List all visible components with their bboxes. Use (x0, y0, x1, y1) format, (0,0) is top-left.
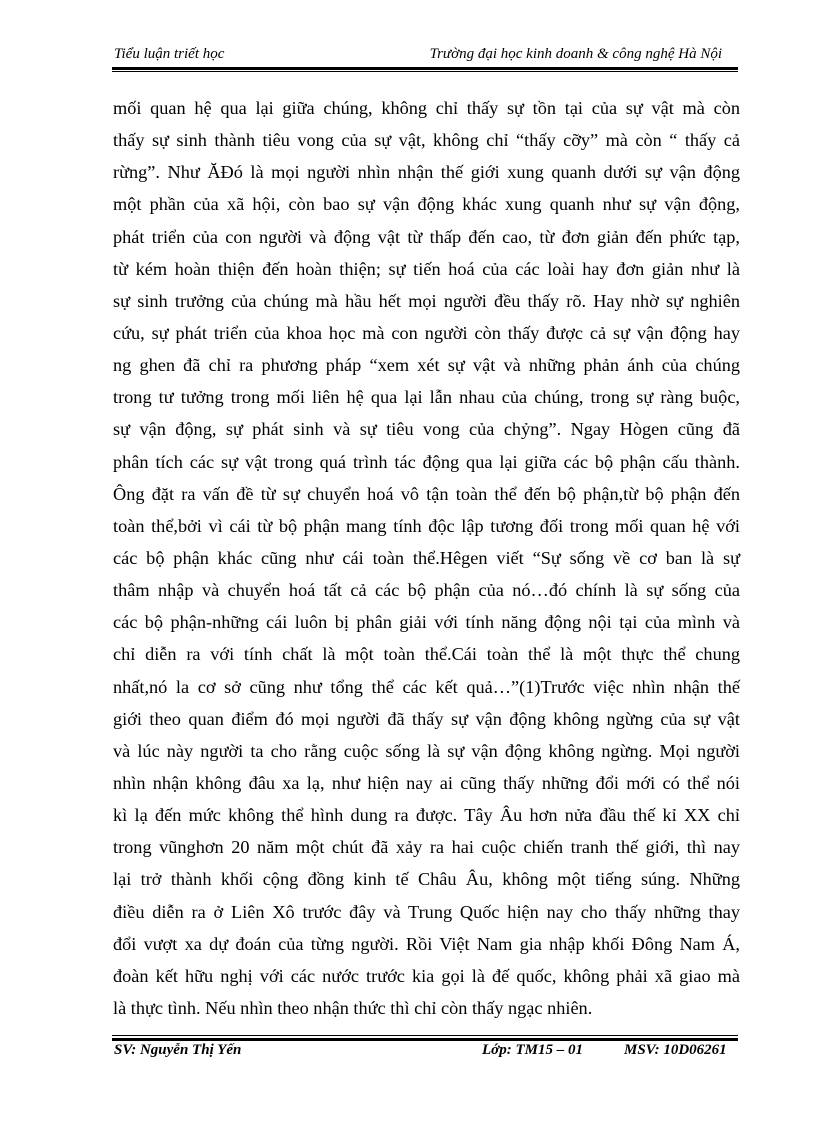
body-line: mối quan hệ qua lại giữa chúng, không chỉ thấy sự tồn tại của sự vật mà còn (113, 98, 740, 118)
body-line: trong vũnghơn 20 năm một chút đã xảy ra hai cuộc chiến tranh thế giới, thì nay (113, 837, 740, 858)
footer-rule-thin (112, 1035, 738, 1036)
page-header (112, 44, 730, 68)
body-line: từ kém hoàn thiện đến hoàn thiện; sự tiến hoá của các loài hay đơn giản như là (113, 258, 740, 279)
body-line: sự vận động, sự phát sinh và sự tiêu vong của chỷng”. Ngay Hògen cũng đã (113, 419, 740, 440)
footer-class: Lớp: TM15 – 01 (482, 1042, 583, 1058)
body-line: nhất,nó la cơ sở cũng như tổng thể các kết quả…”(1)Trước việc nhìn nhận thế (113, 676, 740, 697)
body-line: thấy sự sinh thành tiêu vong của sự vật, không chỉ “thấy cỡy” mà còn “ thấy cả (113, 130, 740, 151)
body-line: phát triển của con người và động vật từ thấp đến cao, từ đơn giản đến phức tạp, (113, 226, 740, 247)
body-line: ng ghen đã chỉ ra phương pháp “xem xét sự vật và những phản ánh của chúng (113, 355, 740, 376)
body-line: cứu, sự phát triển của khoa học mà con người còn thấy được cả sự vận động hay (113, 322, 740, 343)
body-line: là thực tình. Nếu nhìn theo nhận thức thì chỉ còn thấy ngạc nhiên. (113, 997, 593, 1018)
body-line: trong tư tưởng trong mối liên hệ qua lại lẫn nhau của chúng, trong sự ràng buộc, (113, 387, 740, 408)
footer-student: SV: Nguyễn Thị Yến (114, 1042, 242, 1058)
footer-rule-thick (112, 1038, 738, 1041)
body-text (113, 92, 740, 1024)
header-rule-thick (112, 67, 738, 70)
header-school: Trường đại học kinh doanh & công nghệ Hà Nội (429, 46, 722, 62)
body-line: sự sinh trưởng của chúng mà hầu hết mọi người đều thấy rõ. Hay nhờ sự nghiên (113, 290, 740, 311)
body-line: giới theo quan điểm đó mọi người đã thấy sự vận động không ngừng của sự vật (113, 708, 740, 729)
body-line: chỉ diễn ra với tính chất là một toàn thể.Cái toàn thể là một thực thể chung (113, 644, 740, 665)
body-line: phân tích các sự vật trong quá trình tác động qua lại giữa các bộ phận cấu thành. (113, 451, 740, 472)
header-rule-thin (112, 71, 738, 72)
body-line: Ông đặt ra vấn đề từ sự chuyển hoá vô tận toàn thể đến bộ phận,từ bộ phận đến (113, 483, 740, 504)
body-line: các bộ phận-những cái luôn bị phân giải với tính năng động nội tại của mình và (113, 612, 740, 633)
body-line: thâm nhập và chuyển hoá tất cả các bộ phận của nó…đó chính là sự sống của (113, 580, 740, 601)
body-line: các bộ phận khác cũng như cái toàn thể.Hêgen viết “Sự sống về cơ ban là sự (113, 547, 740, 568)
body-line: lại trở thành khối cộng đồng kinh tế Châu Âu, không một tiếng súng. Những (113, 869, 740, 890)
body-line: toàn thể,bởi vì cái từ bộ phận mang tính độc lập tương đối trong mối quan hệ với (113, 515, 740, 536)
body-line: kì lạ đến mức không thể hình dung ra được. Tây Âu hơn nửa đầu thế kỉ XX chỉ (113, 805, 740, 826)
body-line: một phần của xã hội, còn bao sự vận động khác xung quanh như sự vận động, (113, 194, 740, 215)
body-line: rừng”. Như ĂĐó là mọi người nhìn nhận thế giới xung quanh dưới sự vận động (113, 162, 740, 183)
body-line: điều diễn ra ở Liên Xô trước đây và Trung Quốc hiện nay cho thấy những thay (113, 901, 740, 922)
body-line: đoàn kết hữu nghị với các nước trước kia gọi là đế quốc, không phải xã giao mà (113, 965, 740, 986)
body-line: nhìn nhận không đâu xa lạ, như hiện nay ai cũng thấy những đổi mới có thể nói (113, 772, 740, 793)
footer-msv: MSV: 10D06261 (624, 1042, 727, 1058)
page-footer (112, 1042, 738, 1064)
body-line: và lúc này người ta cho rằng cuộc sống là sự vận động không ngừng. Mọi người (113, 740, 740, 761)
body-line: đổi vượt xa dự đoán của từng người. Rồi Việt Nam gia nhập khối Đông Nam Á, (113, 933, 740, 954)
header-title: Tiểu luận triết học (114, 46, 225, 62)
